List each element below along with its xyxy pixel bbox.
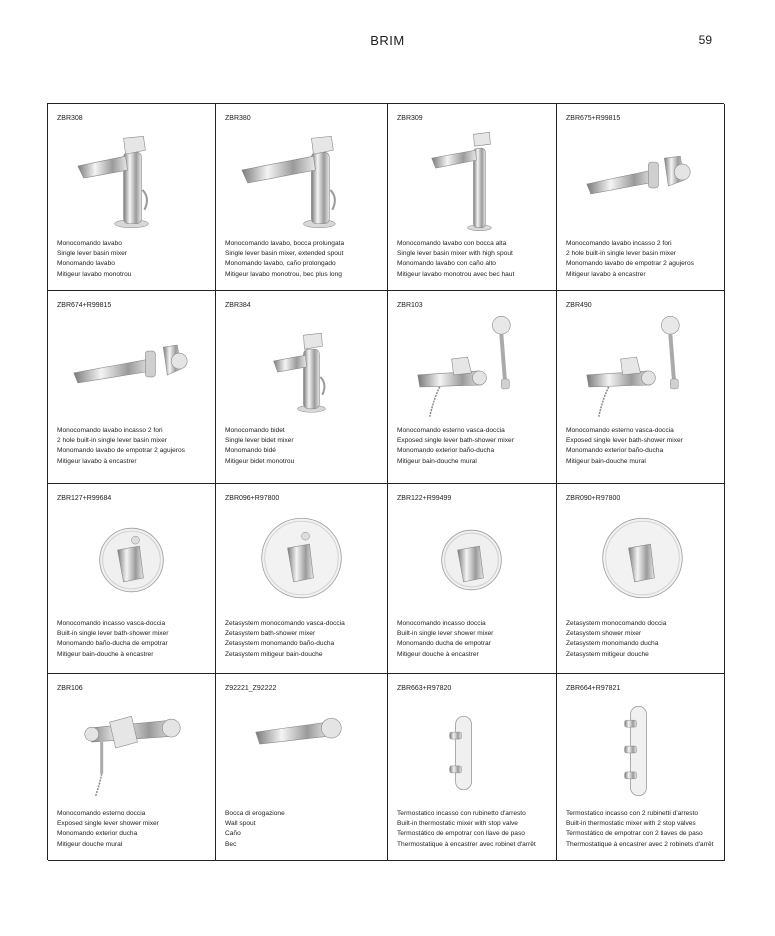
product-description bbox=[57, 426, 211, 467]
description-line: Zetasystem monocomando vasca-doccia bbox=[225, 620, 345, 627]
product-description bbox=[397, 426, 552, 467]
product-description bbox=[57, 239, 211, 280]
product-code: ZBR490 bbox=[566, 302, 592, 309]
description-line: Zetasystem monomando baño-ducha bbox=[225, 640, 335, 648]
description-line: Monocomando incasso doccia bbox=[397, 620, 486, 627]
product-description bbox=[397, 619, 552, 660]
description-line: Termostatico incasso con rubinetto d'arresto bbox=[397, 810, 526, 817]
description-line: Mitigeur lavabo monotrou bbox=[57, 270, 132, 278]
product-code: ZBR106 bbox=[57, 685, 83, 692]
product-code: ZBR308 bbox=[57, 115, 83, 122]
description-line: Monocomando lavabo, bocca prolungata bbox=[225, 240, 345, 247]
product-description bbox=[225, 426, 383, 467]
product-cell bbox=[388, 291, 557, 484]
product-description bbox=[566, 619, 720, 660]
product-code: ZBR380 bbox=[225, 115, 251, 122]
product-code: ZBR090+R97800 bbox=[566, 495, 621, 502]
product-code: ZBR675+R99815 bbox=[566, 115, 621, 122]
description-line: Zetasystem mitigeur douche bbox=[566, 650, 649, 658]
description-line: Zetasystem shower mixer bbox=[566, 630, 642, 638]
thermostatic-two-valve-icon bbox=[557, 698, 724, 806]
description-line: Monocomando lavabo incasso 2 fori bbox=[566, 240, 672, 247]
description-line: Single lever bidet mixer bbox=[225, 437, 294, 445]
description-line: Zetasystem monomando ducha bbox=[566, 640, 659, 648]
description-line: Termostático de empotrar con 2 llaves de paso bbox=[566, 830, 703, 838]
product-code: ZBR384 bbox=[225, 302, 251, 309]
description-line: Exposed single lever shower mixer bbox=[57, 820, 159, 828]
description-line: Mitigeur bidet monotrou bbox=[225, 457, 295, 465]
product-cell bbox=[48, 291, 216, 484]
product-cell bbox=[216, 484, 388, 674]
description-line: Monomando baño-ducha de empotrar bbox=[57, 640, 168, 648]
description-line: Built-in single lever shower mixer bbox=[397, 630, 494, 638]
page-number: 59 bbox=[698, 33, 712, 47]
description-line: Single lever basin mixer with high spout bbox=[397, 250, 513, 258]
wall-basin-mixer-long-icon bbox=[48, 315, 215, 423]
description-line: Mitigeur lavabo monotrou avec bec haut bbox=[397, 270, 515, 278]
description-line: Termostático de empotrar con llave de paso bbox=[397, 830, 525, 838]
product-cell bbox=[216, 291, 388, 484]
product-code: ZBR127+R99684 bbox=[57, 495, 112, 502]
description-line: Exposed single lever bath-shower mixer bbox=[566, 437, 683, 445]
description-line: Monomando lavabo bbox=[57, 260, 115, 268]
zetasystem-mixer-icon bbox=[216, 508, 387, 616]
description-line: Single lever basin mixer, extended spout bbox=[225, 250, 344, 258]
description-line: Thermostatique à encastrer avec 2 robinets d'arrêt bbox=[566, 840, 714, 848]
bath-shower-mixer-icon bbox=[557, 315, 724, 423]
bath-shower-mixer-icon bbox=[388, 315, 556, 423]
description-line: Mitigeur douche mural bbox=[57, 840, 123, 848]
description-line: Bec bbox=[225, 840, 237, 848]
basin-mixer-extended-icon bbox=[216, 128, 387, 236]
description-line: Termostatico incasso con 2 rubinetti d'arresto bbox=[566, 810, 699, 817]
description-line: Monocomando lavabo incasso 2 fori bbox=[57, 427, 163, 434]
product-cell bbox=[48, 484, 216, 674]
product-cell bbox=[216, 104, 388, 291]
description-line: Monocomando bidet bbox=[225, 427, 285, 434]
built-in-shower-mixer-icon bbox=[388, 508, 556, 616]
thermostatic-one-valve-icon bbox=[388, 698, 556, 806]
description-line: Exposed single lever bath-shower mixer bbox=[397, 437, 514, 445]
description-line: Wall spout bbox=[225, 820, 256, 828]
basin-mixer-icon bbox=[48, 128, 215, 236]
description-line: Mitigeur bain-douche mural bbox=[566, 457, 646, 465]
wall-basin-mixer-icon bbox=[557, 128, 724, 236]
product-code: Z92221_Z92222 bbox=[225, 685, 277, 692]
description-line: Built-in single lever bath-shower mixer bbox=[57, 630, 169, 638]
description-line: Monocomando esterno vasca-doccia bbox=[566, 427, 674, 434]
product-description bbox=[566, 809, 720, 850]
brand-title: BRIM bbox=[370, 33, 405, 48]
product-cell bbox=[557, 291, 725, 484]
description-line: Monocomando lavabo bbox=[57, 240, 122, 247]
product-cell bbox=[557, 484, 725, 674]
page-header bbox=[0, 33, 775, 49]
product-grid bbox=[47, 103, 724, 860]
description-line: Monomando lavabo de empotrar 2 agujeros bbox=[57, 447, 185, 455]
description-line: Thermostatique à encastrer avec robinet d'arrêt bbox=[397, 840, 536, 848]
product-description bbox=[57, 619, 211, 660]
product-description bbox=[225, 239, 383, 280]
description-line: 2 hole built-in single lever basin mixer bbox=[566, 250, 676, 258]
product-cell bbox=[388, 484, 557, 674]
description-line: Built-in thermostatic mixer with 2 stop valves bbox=[566, 820, 696, 828]
description-line: Monomando lavabo de empotrar 2 agujeros bbox=[566, 260, 694, 268]
tall-basin-mixer-icon bbox=[388, 128, 556, 236]
product-code: ZBR309 bbox=[397, 115, 423, 122]
description-line: Mitigeur lavabo à encastrer bbox=[57, 457, 137, 465]
description-line: Monomando exterior baño-ducha bbox=[566, 447, 664, 455]
product-code: ZBR664+R97821 bbox=[566, 685, 621, 692]
product-cell bbox=[216, 674, 388, 861]
exposed-shower-mixer-icon bbox=[48, 698, 215, 806]
description-line: Mitigeur bain-douche à encastrer bbox=[57, 650, 154, 658]
product-description bbox=[225, 619, 383, 660]
description-line: Mitigeur douche à encastrer bbox=[397, 650, 479, 658]
description-line: Monomando ducha de empotrar bbox=[397, 640, 491, 648]
product-cell bbox=[48, 674, 216, 861]
wall-spout-icon bbox=[216, 698, 387, 806]
description-line: Monomando bidé bbox=[225, 447, 276, 455]
product-code: ZBR096+R97800 bbox=[225, 495, 280, 502]
description-line: Monomando exterior ducha bbox=[57, 830, 138, 838]
description-line: 2 hole built-in single lever basin mixer bbox=[57, 437, 167, 445]
product-description bbox=[225, 809, 383, 850]
description-line: Monomando lavabo, caño prolongado bbox=[225, 260, 336, 268]
description-line: Zetasystem monocomando doccia bbox=[566, 620, 667, 627]
product-description bbox=[57, 809, 211, 850]
description-line: Caño bbox=[225, 830, 241, 838]
description-line: Monomando exterior baño-ducha bbox=[397, 447, 495, 455]
description-line: Monocomando esterno doccia bbox=[57, 810, 146, 817]
built-in-mixer-icon bbox=[48, 508, 215, 616]
description-line: Single lever basin mixer bbox=[57, 250, 127, 258]
product-code: ZBR674+R99815 bbox=[57, 302, 112, 309]
description-line: Mitigeur bain-douche mural bbox=[397, 457, 477, 465]
description-line: Monomando lavabo con caño alto bbox=[397, 260, 496, 268]
product-description bbox=[397, 809, 552, 850]
product-code: ZBR103 bbox=[397, 302, 423, 309]
product-cell bbox=[388, 104, 557, 291]
description-line: Mitigeur lavabo monotrou, bec plus long bbox=[225, 270, 342, 278]
product-cell bbox=[557, 674, 725, 861]
product-cell bbox=[557, 104, 725, 291]
description-line: Built-in thermostatic mixer with stop valve bbox=[397, 820, 518, 828]
product-description bbox=[566, 239, 720, 280]
description-line: Mitigeur lavabo à encastrer bbox=[566, 270, 646, 278]
description-line: Zetasystem mitigeur bain-douche bbox=[225, 650, 323, 658]
description-line: Monocomando esterno vasca-doccia bbox=[397, 427, 505, 434]
product-description bbox=[566, 426, 720, 467]
product-code: ZBR122+R99499 bbox=[397, 495, 452, 502]
description-line: Monocomando incasso vasca-doccia bbox=[57, 620, 166, 627]
zetasystem-shower-mixer-icon bbox=[557, 508, 724, 616]
product-cell bbox=[388, 674, 557, 861]
product-code: ZBR663+R97820 bbox=[397, 685, 452, 692]
bidet-mixer-icon bbox=[216, 315, 387, 423]
description-line: Bocca di erogazione bbox=[225, 810, 285, 817]
description-line: Zetasystem bath-shower mixer bbox=[225, 630, 316, 638]
product-cell bbox=[48, 104, 216, 291]
product-description bbox=[397, 239, 552, 280]
description-line: Monocomando lavabo con bocca alta bbox=[397, 240, 507, 247]
